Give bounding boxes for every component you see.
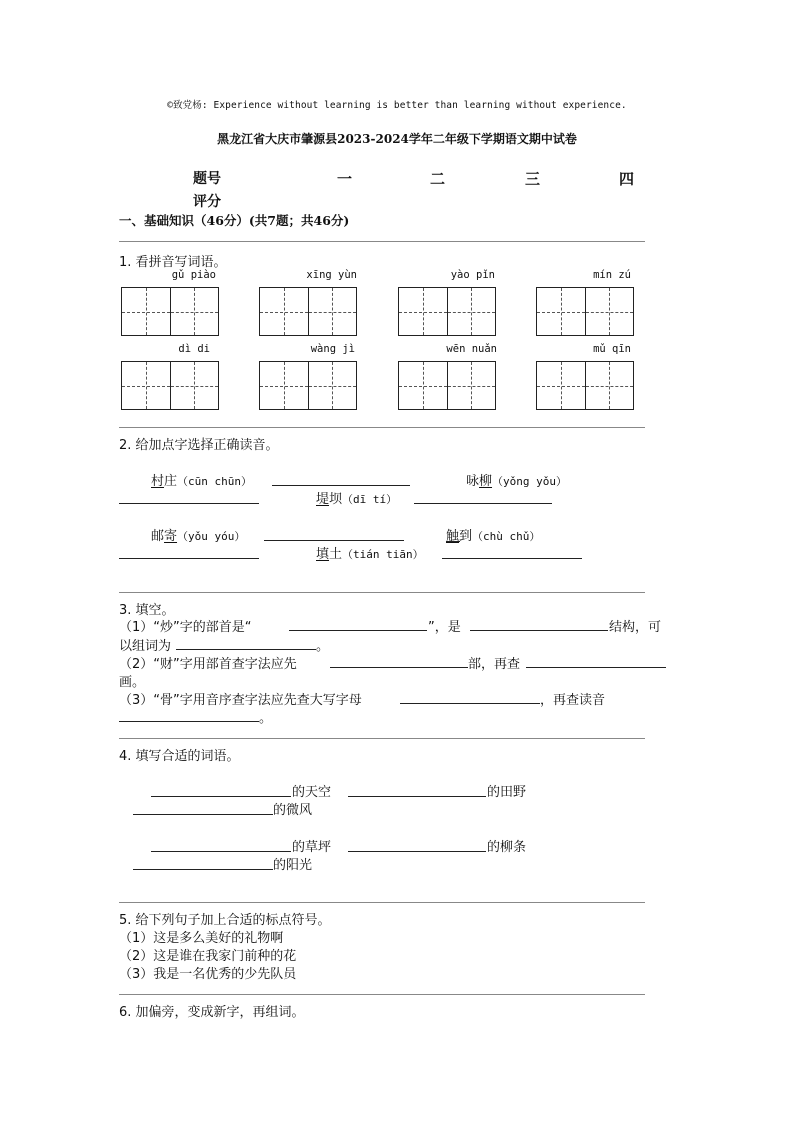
reading-options: （chù chǔ） bbox=[472, 530, 541, 543]
q6-title: 6. 加偏旁，变成新字，再组词。 bbox=[119, 1005, 305, 1020]
score-label: 评分 bbox=[193, 194, 221, 210]
score-col-3: 三 bbox=[525, 170, 541, 188]
q3-part3-b: ，再查读音 bbox=[540, 693, 606, 708]
dotted-char: 触 bbox=[446, 529, 460, 544]
q4-title: 4. 填写合适的词语。 bbox=[119, 749, 240, 764]
pinyin-label: dì di bbox=[178, 343, 210, 355]
q4-item: 的草坪 bbox=[292, 840, 332, 855]
dotted-char: 村 bbox=[151, 474, 165, 489]
answer-blank[interactable] bbox=[133, 869, 273, 870]
word-rest: 土 bbox=[329, 547, 343, 562]
answer-blank[interactable] bbox=[272, 485, 410, 486]
answer-blank[interactable] bbox=[151, 796, 291, 797]
q3-part1-b: ”，是 bbox=[428, 620, 461, 635]
score-row-label: 题号 bbox=[193, 171, 221, 187]
q4-item: 的微风 bbox=[273, 803, 313, 818]
answer-blank[interactable] bbox=[526, 667, 666, 668]
q3-part2-b: 部，再查 bbox=[468, 657, 521, 672]
score-col-1: 一 bbox=[337, 170, 353, 188]
q4-item: 的天空 bbox=[292, 785, 332, 800]
q3-part1-d: 以组词为 bbox=[119, 639, 172, 654]
q5-title: 5. 给下列句子加上合适的标点符号。 bbox=[119, 913, 331, 928]
word-pre: 咏 bbox=[466, 474, 480, 489]
divider bbox=[119, 427, 645, 428]
reading-options: （yǒng yǒu） bbox=[492, 475, 568, 488]
writing-grid[interactable] bbox=[536, 287, 634, 336]
answer-blank[interactable] bbox=[442, 558, 582, 559]
q4-item: 的阳光 bbox=[273, 858, 313, 873]
q2-item bbox=[466, 470, 567, 489]
dotted-char: 堤 bbox=[316, 492, 330, 507]
pinyin-label: wàng jì bbox=[310, 343, 355, 355]
pinyin-label: xīng yùn bbox=[306, 269, 357, 281]
dotted-char: 柳 bbox=[479, 474, 493, 489]
q3-part3-a: （3）“骨”字用音序查字法应先查大写字母 bbox=[119, 693, 362, 708]
q5-item: （1）这是多么美好的礼物啊 bbox=[119, 931, 284, 946]
q3-part1-a: （1）“炒”字的部首是“ bbox=[119, 620, 252, 635]
q2-item bbox=[316, 543, 424, 562]
exam-title: 黑龙江省大庆市肇源县2023-2024学年二年级下学期语文期中试卷 bbox=[217, 132, 577, 146]
pinyin-label: wēn nuǎn bbox=[446, 343, 497, 355]
q4-item: 的田野 bbox=[487, 785, 527, 800]
writing-grid[interactable] bbox=[259, 361, 357, 410]
pinyin-label: mín zú bbox=[593, 269, 631, 281]
answer-blank[interactable] bbox=[348, 796, 486, 797]
answer-blank[interactable] bbox=[330, 667, 468, 668]
answer-blank[interactable] bbox=[348, 851, 486, 852]
answer-blank[interactable] bbox=[470, 630, 608, 631]
answer-blank[interactable] bbox=[400, 703, 540, 704]
answer-blank[interactable] bbox=[264, 540, 404, 541]
q3-part3-c: 。 bbox=[259, 711, 273, 726]
q4-item: 的柳条 bbox=[487, 840, 527, 855]
pinyin-label: gǔ piào bbox=[171, 269, 216, 281]
answer-blank[interactable] bbox=[176, 649, 316, 650]
divider bbox=[119, 994, 645, 995]
score-col-2: 二 bbox=[430, 170, 446, 188]
q2-item bbox=[446, 525, 540, 544]
reading-options: （dī tí） bbox=[342, 493, 398, 506]
section-heading: 一、基础知识（46分）(共7题；共46分) bbox=[119, 213, 350, 228]
header-motto: ©致党杨: Experience without learning is better than learning without experience. bbox=[167, 100, 627, 111]
q3-part1-c: 结构，可 bbox=[609, 620, 662, 635]
writing-grid[interactable] bbox=[398, 287, 496, 336]
q2-title: 2. 给加点字选择正确读音。 bbox=[119, 438, 279, 453]
writing-grid[interactable] bbox=[121, 361, 219, 410]
word-rest: 庄 bbox=[164, 474, 178, 489]
divider bbox=[119, 738, 645, 739]
writing-grid[interactable] bbox=[536, 361, 634, 410]
q3-title: 3. 填空。 bbox=[119, 603, 175, 618]
writing-grid[interactable] bbox=[398, 361, 496, 410]
word-rest: 坝 bbox=[329, 492, 343, 507]
score-col-4: 四 bbox=[619, 170, 635, 188]
pinyin-label: yào pǐn bbox=[450, 269, 495, 281]
q5-item: （2）这是谁在我家门前种的花 bbox=[119, 949, 297, 964]
word-rest: 到 bbox=[459, 529, 473, 544]
divider bbox=[119, 592, 645, 593]
answer-blank[interactable] bbox=[119, 721, 259, 722]
answer-blank[interactable] bbox=[119, 503, 259, 504]
answer-blank[interactable] bbox=[414, 503, 552, 504]
dotted-char: 寄 bbox=[164, 529, 178, 544]
writing-grid[interactable] bbox=[121, 287, 219, 336]
answer-blank[interactable] bbox=[151, 851, 291, 852]
reading-options: （yǒu yóu） bbox=[177, 530, 246, 543]
pinyin-label: mǔ qīn bbox=[593, 343, 631, 355]
q3-part1-e: 。 bbox=[316, 639, 330, 654]
underline-mark bbox=[446, 541, 460, 542]
reading-options: （tián tiān） bbox=[342, 548, 424, 561]
q3-part2-a: （2）“财”字用部首查字法应先 bbox=[119, 657, 297, 672]
q5-item: （3）我是一名优秀的少先队员 bbox=[119, 967, 297, 982]
q2-item bbox=[151, 525, 245, 544]
q2-item bbox=[316, 488, 397, 507]
writing-grid[interactable] bbox=[259, 287, 357, 336]
answer-blank[interactable] bbox=[119, 558, 259, 559]
reading-options: （cūn chūn） bbox=[177, 475, 253, 488]
answer-blank[interactable] bbox=[133, 814, 273, 815]
q3-part2-c: 画。 bbox=[119, 675, 146, 690]
dotted-char: 填 bbox=[316, 547, 330, 562]
answer-blank[interactable] bbox=[289, 630, 427, 631]
divider bbox=[119, 902, 645, 903]
q1-title: 1. 看拼音写词语。 bbox=[119, 255, 227, 270]
q2-item bbox=[151, 470, 252, 489]
divider bbox=[119, 241, 645, 242]
word-pre: 邮 bbox=[151, 529, 165, 544]
